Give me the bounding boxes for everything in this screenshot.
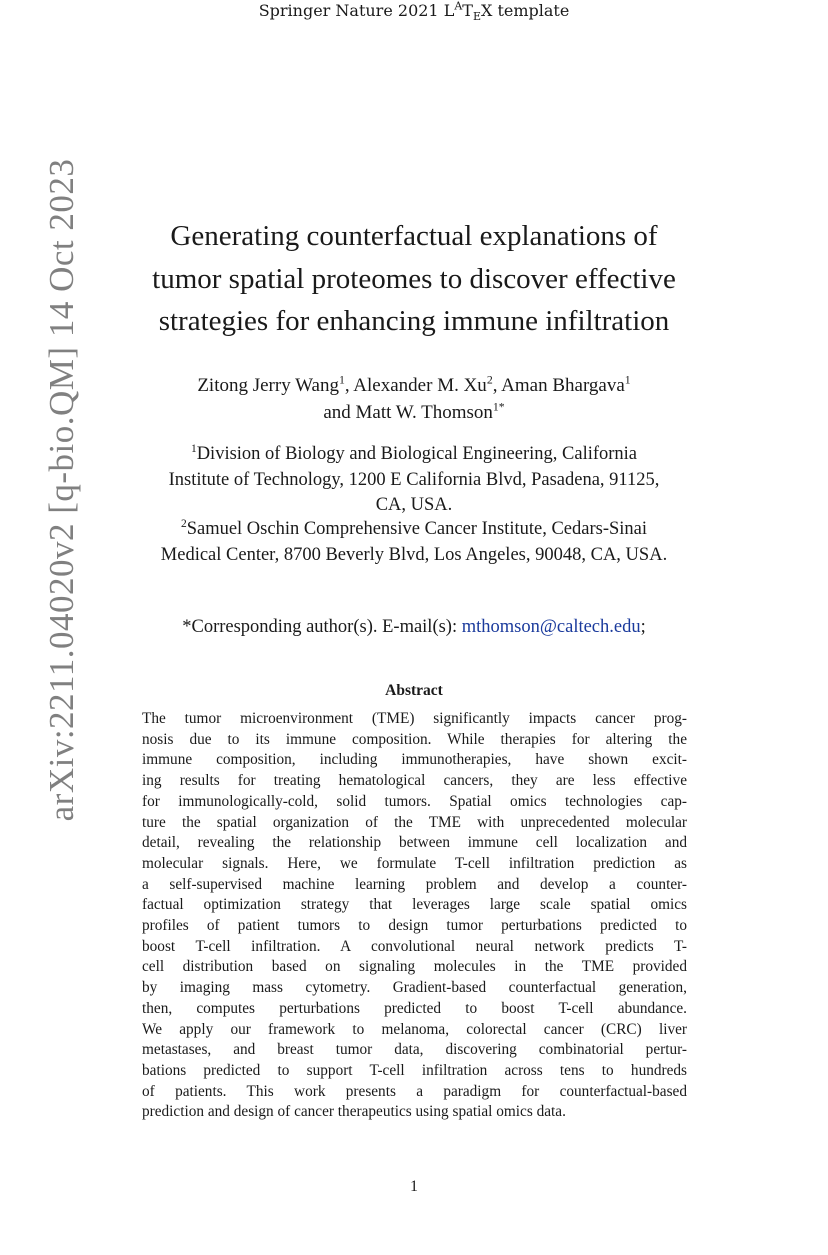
title-line: tumor spatial proteomes to discover effective xyxy=(152,262,676,295)
abstract-line: metastases, and breast tumor data, discovering combinatorial pertur- xyxy=(142,1041,687,1059)
abstract-line: of patients. This work presents a paradigm for counterfactual-based xyxy=(142,1082,687,1100)
abstract-heading: Abstract xyxy=(385,682,443,699)
author-name: Zitong Jerry Wang xyxy=(197,375,339,396)
abstract-line: The tumor microenvironment (TME) significantly impacts cancer prog- xyxy=(142,710,687,727)
arxiv-identifier: arXiv:2211.04020v2 [q-bio.QM] 14 Oct 2023 xyxy=(42,158,81,822)
author-list xyxy=(100,372,728,426)
abstract-line: immune composition, including immunotherapies, have shown excit- xyxy=(142,751,687,769)
email-link[interactable]: mthomson@caltech.edu xyxy=(461,617,641,637)
title-line: Generating counterfactual explanations of xyxy=(170,220,658,252)
running-header: Springer Nature 2021 $L^AT_EX$ template xyxy=(258,0,570,24)
abstract-line: profiles of patient tumors to design tumor perturbations predicted to xyxy=(142,917,687,935)
abstract-line: detail, revealing the relationship between immune cell localization and xyxy=(142,834,687,852)
abstract-line: We apply our framework to melanoma, colorectal cancer (CRC) liver xyxy=(142,1020,687,1038)
author-line: and Matt W. Thomson$^{1*}$ xyxy=(323,400,505,423)
abstract-line: factual optimization strategy that leverages large scale spatial omics xyxy=(142,896,687,914)
author-name: , Aman Bhargava xyxy=(492,375,625,396)
affiliation-1: $^1$Division of Biology and Biological Engineering, California Institute of Technology, 1200 E California Blvd, Pasadena, 91125, CA, USA. xyxy=(168,442,660,515)
abstract-line: cell distribution based on signaling molecules in the TME provided xyxy=(142,958,687,976)
page-number: 1 xyxy=(410,1178,418,1195)
abstract-line: prediction and design of cancer therapeutics using spatial omics data. xyxy=(142,1103,566,1121)
abstract-line: nosis due to its immune composition. While therapies for altering the xyxy=(142,730,687,748)
abstract-line: ture the spatial organization of the TME with unprecedented molecular xyxy=(142,813,687,831)
author-line: Zitong Jerry Wang$^1$, Alexander M. Xu$^2$, Aman Bhargava$^1$ xyxy=(197,373,631,396)
abstract-line: a self-supervised machine learning problem and develop a counter- xyxy=(142,875,687,893)
paper-title xyxy=(100,215,728,343)
abstract-line: molecular signals. Here, we formulate T-cell infiltration prediction as xyxy=(142,854,687,872)
abstract-body xyxy=(142,709,687,1123)
abstract-line: for immunologically-cold, solid tumors. Spatial omics technologies cap- xyxy=(142,792,687,810)
abstract-line: ing results for treating hematological cancers, they are less effective xyxy=(142,772,687,790)
abstract-line: bations predicted to support T-cell infiltration across tens to hundreds xyxy=(142,1061,687,1079)
abstract-line: then, computes perturbations predicted to boost T-cell abundance. xyxy=(142,999,687,1017)
author-name: , Alexander M. Xu xyxy=(344,375,487,396)
author-name: and Matt W. Thomson xyxy=(323,402,493,423)
title-line: strategies for enhancing immune infiltration xyxy=(158,305,670,337)
abstract-line: boost T-cell infiltration. A convolutional neural network predicts T- xyxy=(142,937,687,955)
abstract-line: by imaging mass cytometry. Gradient-based counterfactual generation, xyxy=(142,979,687,997)
corresponding-author: *Corresponding author(s). E-mail(s): mthomson@caltech.edu; xyxy=(182,617,646,637)
affiliation-2: $^2$Samuel Oschin Comprehensive Cancer Institute, Cedars-Sinai Medical Center, 8700 Beverly Blvd, Los Angeles, 90048, CA, USA. xyxy=(160,517,668,565)
